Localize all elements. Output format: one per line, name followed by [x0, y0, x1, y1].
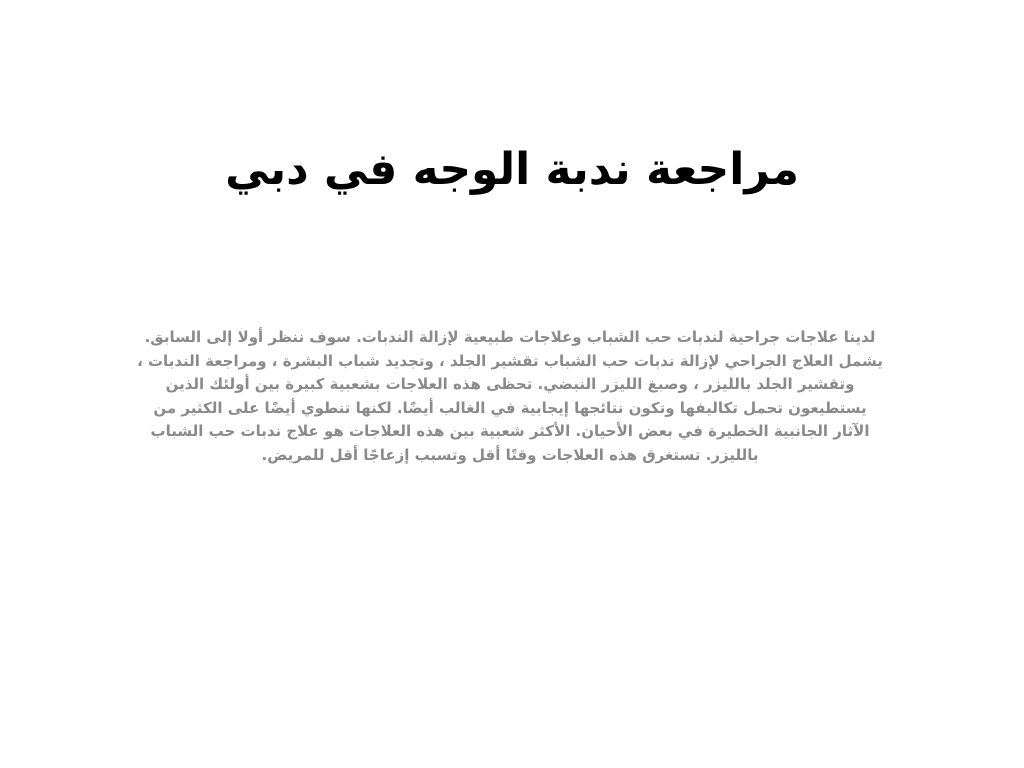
body-line: يستطيعون تحمل تكاليفها وتكون نتائجها إيجابية في الغالب أيضًا. لكنها تنطوي أيضًا على الكثير من: [153, 398, 867, 417]
body-line: يشمل العلاج الجراحي لإزالة ندبات حب الشباب تقشير الجلد ، وتجديد شباب البشرة ، ومراجعة الندبات ،: [137, 351, 883, 370]
body-line: الآثار الجانبية الخطيرة في بعض الأحيان. الأكثر شعبية بين هذه العلاجات هو علاج ندبات حب الشباب: [150, 422, 870, 440]
slide-body: [120, 326, 900, 467]
body-line: بالليزر. تستغرق هذه العلاجات وقتًا أقل وتسبب إزعاجًا أقل للمريض.: [261, 445, 759, 464]
body-line: وتقشير الجلد بالليزر ، وصبغ الليزر النبضي. تحظى هذه العلاجات بشعبية كبيرة بين أولئك الذين: [165, 375, 855, 393]
body-line: لدينا علاجات جراحية لندبات حب الشباب وعلاجات طبيعية لإزالة الندبات. سوف ننظر أولا إلى السابق.: [144, 328, 876, 346]
slide-title: مراجعة ندبة الوجه في دبي: [225, 144, 799, 195]
